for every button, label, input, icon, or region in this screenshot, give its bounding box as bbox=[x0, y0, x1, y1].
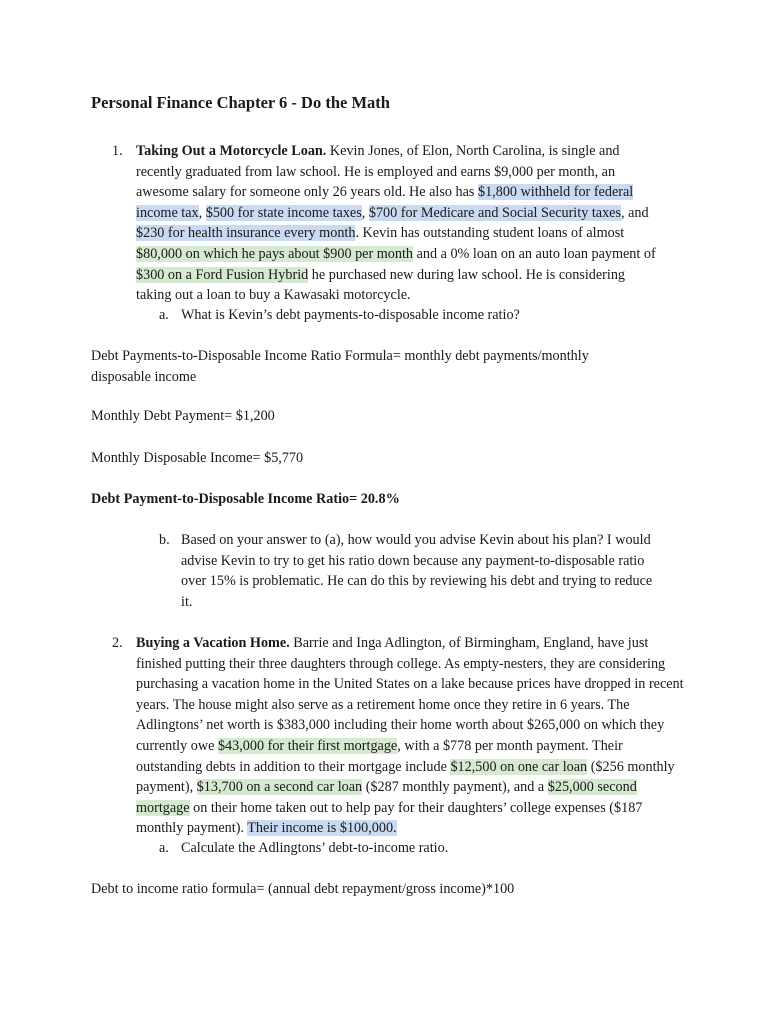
q1-text-part: , bbox=[361, 204, 369, 221]
highlight-health-insurance: $230 for health insurance every month bbox=[136, 225, 356, 242]
question-1-heading: Taking Out a Motorcycle Loan. bbox=[136, 143, 327, 159]
question-1-number: 1. bbox=[112, 143, 123, 159]
question-2-text bbox=[136, 633, 684, 839]
q2-text-part: ($287 monthly payment), and a bbox=[362, 779, 548, 796]
q1-subitem-b-text: Based on your answer to (a), how would you advise Kevin about his plan? I would advise Kevin to try to get his ratio down because any payment-to-disposable ratio over 15% is problematic. He can do this by reviewing his debt and trying to reduce it. bbox=[181, 532, 653, 610]
q1-text-part: , bbox=[198, 204, 206, 221]
q1-subitem-b-label: b. bbox=[159, 532, 170, 548]
highlight-student-loans: $80,000 on which he pays about $900 per month bbox=[136, 245, 414, 262]
highlight-medicare-ss: $700 for Medicare and Social Security taxes bbox=[368, 204, 621, 221]
question-1-text bbox=[136, 141, 656, 306]
q2-subitem-a-label: a. bbox=[159, 840, 169, 856]
q2-formula: Debt to income ratio formula= (annual debt repayment/gross income)*100 bbox=[91, 881, 515, 897]
highlight-auto-loan: $300 on a Ford Fusion Hybrid bbox=[136, 266, 309, 283]
q1-text-part: he purchased new during law school. He is considering taking out a loan to buy a Kawasaki motorcycle. bbox=[136, 266, 626, 304]
q2-text-part: Barrie and Inga Adlington, of Birmingham, England, have just finished putting their three daughters through college. As empty-nesters, they are considering purchasing a vacation home in the United States on a lake because prices have dropped in recent years. The house might also serve as a retirement home once they retire in 6 years. The Adlingtons’ net worth is $383,000 including their home worth about $265,000 on which they currently owe bbox=[136, 635, 684, 754]
q2-text-part: ($256 monthly payment), bbox=[136, 758, 675, 796]
highlight-car-loan-1: $12,500 on one car loan bbox=[450, 758, 588, 775]
highlight-income: Their income is $100,000. bbox=[247, 820, 397, 837]
q1-formula: Debt Payments-to-Disposable Income Ratio Formula= monthly debt payments/monthly disposable income bbox=[91, 348, 589, 385]
q2-subitem-a-text: Calculate the Adlingtons’ debt-to-income ratio. bbox=[181, 840, 449, 856]
page-title: Personal Finance Chapter 6 - Do the Math bbox=[91, 93, 390, 112]
q1-text-part: . Kevin has outstanding student loans of almost bbox=[355, 225, 625, 242]
q2-text-part: , with a $778 per month payment. Their outstanding debts in addition to their mortgage include bbox=[136, 737, 623, 775]
question-2-heading: Buying a Vacation Home. bbox=[136, 635, 290, 651]
question-2-number: 2. bbox=[112, 635, 123, 651]
q1-subitem-a-text: What is Kevin’s debt payments-to-disposable income ratio? bbox=[181, 307, 520, 323]
highlight-state-tax: $500 for state income taxes bbox=[205, 204, 362, 221]
q1-ratio-result: Debt Payment-to-Disposable Income Ratio= 20.8% bbox=[91, 491, 400, 507]
highlight-car-loan-2: $13,700 on a second car loan bbox=[196, 779, 363, 796]
highlight-federal-tax: $1,800 withheld for federal income tax bbox=[136, 184, 634, 221]
q1-subitem-a-label: a. bbox=[159, 307, 169, 323]
q1-text-part: , and bbox=[620, 204, 649, 221]
highlight-first-mortgage: $43,000 for their first mortgage bbox=[217, 737, 398, 754]
q1-text-part: and a 0% loan on an auto loan payment of bbox=[413, 245, 656, 262]
q1-monthly-income: Monthly Disposable Income= $5,770 bbox=[91, 450, 304, 466]
q2-text-part: on their home taken out to help pay for their daughters’ college expenses ($187 monthly payment). bbox=[136, 799, 643, 837]
q1-text-part: Kevin Jones, of Elon, North Carolina, is single and recently graduated from law school. He is employed and earns $9,000 per month, an awesome salary for someone only 26 years old. He also has bbox=[136, 143, 620, 201]
q1-monthly-debt: Monthly Debt Payment= $1,200 bbox=[91, 408, 275, 424]
highlight-second-mortgage: $25,000 second mortgage bbox=[136, 779, 637, 816]
